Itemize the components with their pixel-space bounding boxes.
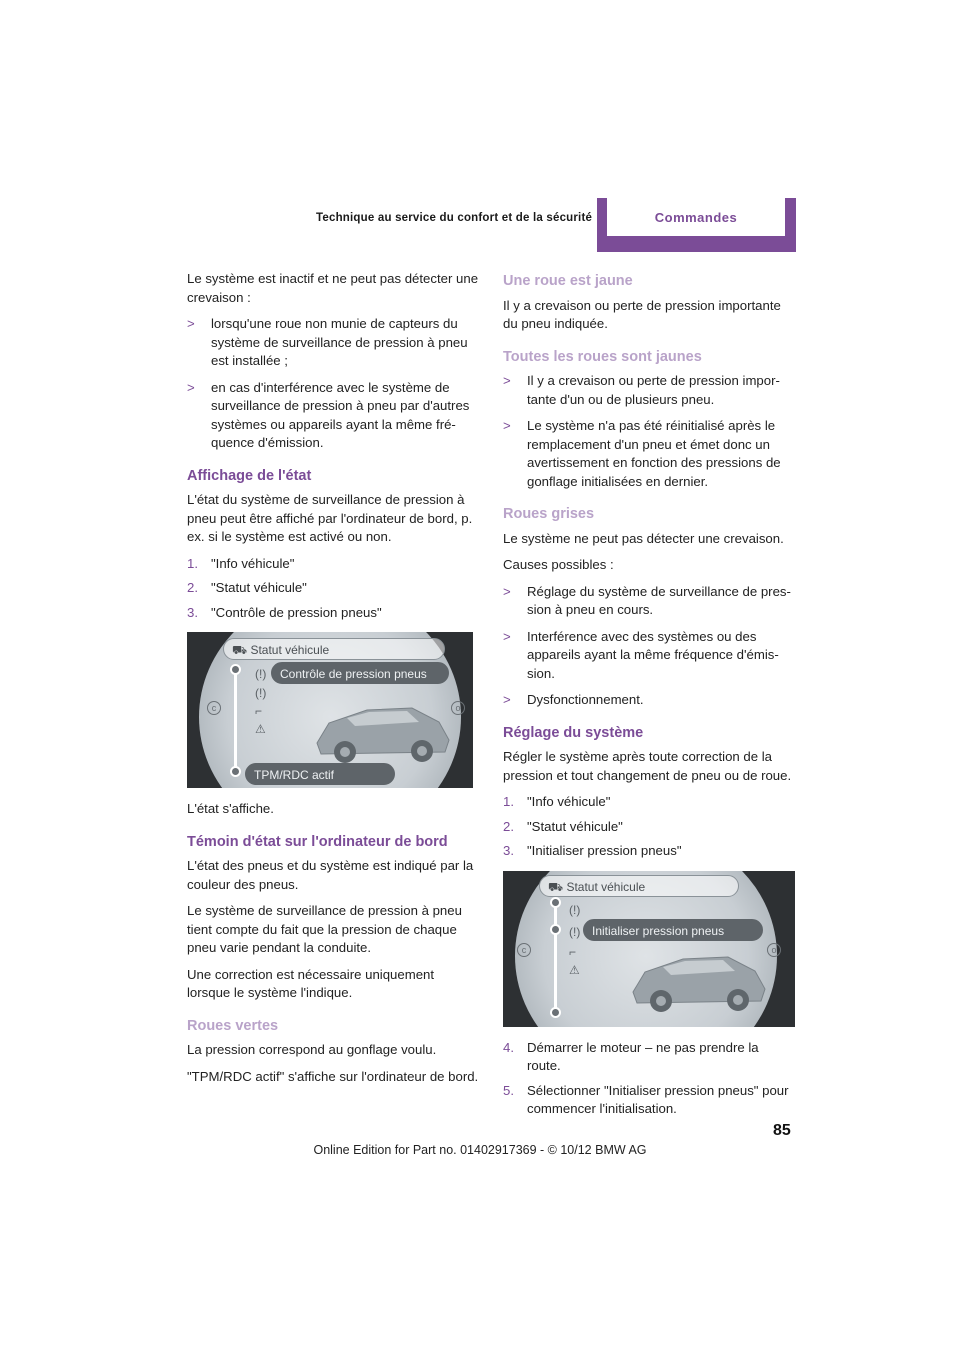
vertes-text-1: La pression correspond au gonflage voulu. <box>187 1042 437 1057</box>
step-text: "Info véhicule" <box>527 794 611 809</box>
step-text: "Statut véhicule" <box>211 580 307 595</box>
list-item-text: Interférence avec des systèmes ou des appareils ayant la même fréquence d'émis-sion. <box>527 628 779 681</box>
step-item <box>503 1039 795 1076</box>
after-screen-text: L'état s'affiche. <box>187 801 274 816</box>
right-column <box>503 270 795 1125</box>
bullet-arrow-icon: > <box>503 583 511 599</box>
list-item <box>503 583 795 620</box>
oil-icon: ⌐ <box>255 704 263 718</box>
menu-node <box>230 766 241 777</box>
list-item-text: Réglage du système de surveillance de pres-sion à pneu en cours. <box>527 583 791 617</box>
step-item <box>187 555 479 574</box>
chapter-tab-label: Commandes <box>654 209 738 225</box>
car-icon <box>307 688 457 768</box>
menu-bar-statut <box>223 638 445 660</box>
status-bar <box>245 763 395 785</box>
left-knob-icon: c <box>207 701 221 715</box>
step-number: 1. <box>503 794 514 809</box>
step-item <box>503 793 795 812</box>
affichage-text: L'état du système de surveillance de pression à pneu peut être affiché par l'ordinateur de bord, p. ex. si le système est activé ou non. <box>187 492 473 544</box>
step-item <box>503 1082 795 1119</box>
step-number: 3. <box>187 604 198 620</box>
car-status-icon: ⛟ <box>548 879 567 894</box>
menu-bar-statut <box>539 875 739 897</box>
step-number: 3. <box>503 843 514 858</box>
step-number: 2. <box>503 818 514 834</box>
heading-reglage: Réglage du système <box>503 724 644 741</box>
list-item <box>503 417 795 491</box>
grises-text-1: Le système ne peut pas détecter une crevaison. <box>503 530 784 546</box>
step-item <box>187 579 479 598</box>
warning-icon: ⚠ <box>569 962 580 977</box>
page-number: 85 <box>773 1122 791 1139</box>
step-number: 5. <box>503 1082 514 1098</box>
grises-text-2: Causes possibles : <box>503 557 614 572</box>
footer-text: Online Edition for Part no. 01402917369 - © 10/12 BMW AG <box>313 1143 647 1157</box>
list-item <box>503 628 795 684</box>
warning-icon: ⚠ <box>255 722 266 736</box>
car-icon <box>623 937 773 1017</box>
screenshot-controle-pression <box>187 632 473 788</box>
jaune-text: Il y a crevaison ou perte de pression importante du pneu indiquée. <box>503 297 781 331</box>
menu-bar-statut-label: Statut véhicule <box>250 643 330 657</box>
bullet-arrow-icon: > <box>503 373 511 388</box>
tire-icon: (!) <box>255 686 267 700</box>
step-text: Démarrer le moteur – ne pas prendre la route. <box>527 1039 759 1073</box>
list-item <box>187 315 479 371</box>
vertes-text-2: "TPM/RDC actif" s'affiche sur l'ordinateur de bord. <box>187 1068 479 1084</box>
list-item-text: lorsqu'une roue non munie de capteurs du système de surveillance de pression à pneu est installée ; <box>211 316 468 368</box>
right-knob-icon: o <box>767 943 781 957</box>
step-number: 2. <box>187 580 198 595</box>
bullet-arrow-icon: > <box>503 418 511 433</box>
menu-bar-selected-label: Contrôle de pression pneus <box>280 667 427 681</box>
screenshot-initialiser-pression <box>503 871 795 1027</box>
step-number: 1. <box>187 555 198 571</box>
heading-toutes: Toutes les roues sont jaunes <box>503 348 702 365</box>
menu-bar-selected-label: Initialiser pression pneus <box>592 923 725 938</box>
heading-affichage: Affichage de l'état <box>187 467 312 484</box>
step-text: "Contrôle de pression pneus" <box>211 604 382 620</box>
step-item <box>187 604 479 623</box>
temoin-text-2: Le système de surveillance de pression à pneu tient compte du fait que la pression de chaque pneu varie pendant la conduite. <box>187 903 462 955</box>
menu-node <box>550 924 561 935</box>
status-bar-label: TPM/RDC actif <box>254 768 335 782</box>
left-knob-icon: c <box>517 943 531 957</box>
section-title: Technique au service du confort et de la sécurité <box>316 212 593 224</box>
step-text: "Statut véhicule" <box>527 818 623 834</box>
tire-pressure-icon: (!) <box>569 902 581 917</box>
list-item-text: en cas d'interférence avec le système de surveillance de pression à pneu par d'autres systèmes ou appareils ayant la même fré-quence d'émission. <box>211 379 470 450</box>
menu-node <box>550 1007 561 1018</box>
bullet-arrow-icon: > <box>503 628 511 644</box>
list-item <box>503 691 795 710</box>
temoin-text-3: Une correction est nécessaire uniquement lorsque le système l'indique. <box>187 966 435 1000</box>
right-knob-icon: o <box>451 701 465 715</box>
tire-icon: (!) <box>569 924 581 939</box>
heading-vertes: Roues vertes <box>187 1017 279 1034</box>
list-item-text: Dysfonctionnement. <box>527 692 644 707</box>
heading-grises: Roues grises <box>503 506 595 522</box>
heading-temoin: Témoin d'état sur l'ordinateur de bord <box>187 833 448 850</box>
list-item-text: Le système n'a pas été réinitialisé après le remplacement d'un pneu et émet donc un avertissement en fonction des pressions de gonflage initialisées en dernier. <box>527 418 781 489</box>
menu-rail <box>554 901 557 1011</box>
step-text: "Initialiser pression pneus" <box>527 843 682 858</box>
chapter-tab-inner <box>607 198 785 236</box>
list-item-text: Il y a crevaison ou perte de pression impor-tante d'un ou de plusieurs pneu. <box>527 373 780 407</box>
list-item <box>503 372 795 409</box>
step-number: 4. <box>503 1039 514 1055</box>
bullet-arrow-icon: > <box>187 379 195 395</box>
list-item <box>187 379 479 453</box>
step-item <box>503 842 795 861</box>
menu-bar-selected <box>271 662 449 684</box>
bullet-arrow-icon: > <box>503 692 511 707</box>
step-text: "Info véhicule" <box>211 555 295 571</box>
menu-node <box>230 664 241 675</box>
intro-text: Le système est inactif et ne peut pas détecter une crevaison : <box>187 271 479 305</box>
car-status-icon: ⛟ <box>232 643 251 657</box>
temoin-text-1: L'état des pneus et du système est indiqué par la couleur des pneus. <box>187 858 474 892</box>
step-item <box>503 818 795 837</box>
menu-rail <box>234 669 237 773</box>
left-column <box>187 270 479 1094</box>
tire-pressure-icon: (!) <box>255 667 267 681</box>
bullet-arrow-icon: > <box>187 316 195 331</box>
chapter-tab <box>597 198 796 252</box>
reglage-text: Régler le système après toute correction de la pression et tout changement de pneu ou de roue. <box>503 749 792 783</box>
step-text: Sélectionner "Initialiser pression pneus" pour commencer l'initialisation. <box>527 1082 789 1116</box>
menu-node <box>550 897 561 908</box>
heading-jaune: Une roue est jaune <box>503 273 633 289</box>
menu-bar-statut-label: Statut véhicule <box>566 879 646 894</box>
oil-icon: ⌐ <box>569 944 577 959</box>
